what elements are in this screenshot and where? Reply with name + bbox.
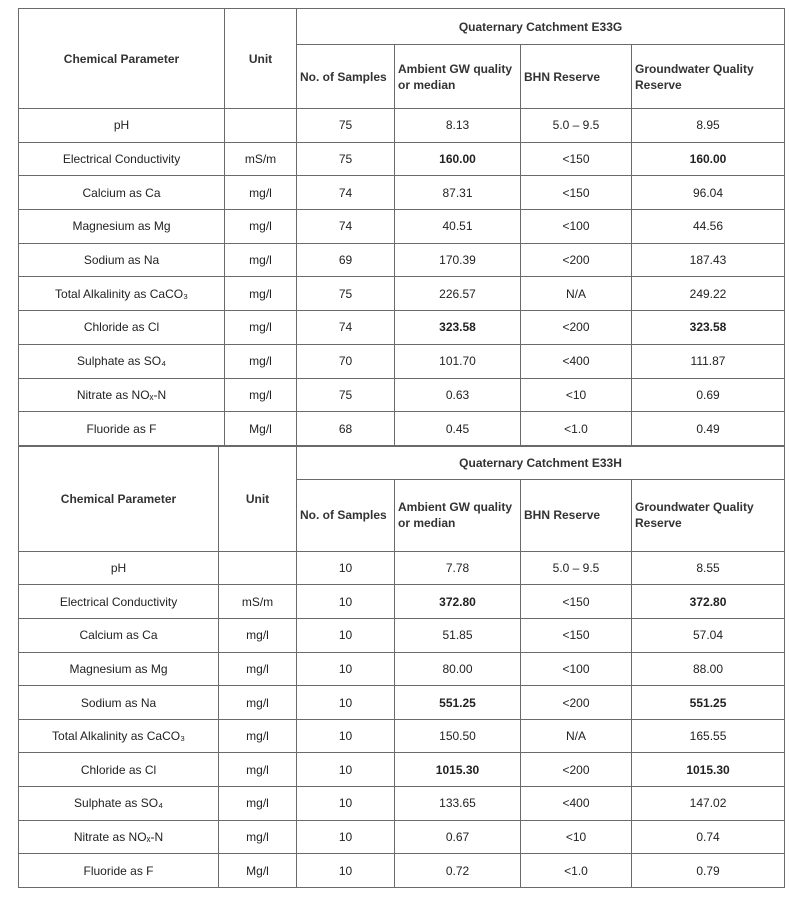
table-row [19, 176, 785, 210]
table-e33g [18, 8, 785, 446]
cell-ambient: 0.72 [395, 854, 521, 888]
cell-bhn-reserve: <200 [521, 243, 632, 277]
cell-ambient: 1015.30 [395, 753, 521, 787]
table-row [19, 719, 785, 753]
cell-samples: 75 [297, 378, 395, 412]
cell-parameter: Chloride as Cl [19, 311, 225, 345]
cell-bhn-reserve: <150 [521, 176, 632, 210]
header-bhn-reserve: BHN Reserve [521, 479, 632, 551]
table-row [19, 686, 785, 720]
cell-bhn-reserve: <200 [521, 686, 632, 720]
cell-gw-quality-reserve: 57.04 [632, 619, 785, 653]
cell-ambient: 160.00 [395, 142, 521, 176]
table-e33h [18, 446, 785, 888]
cell-gw-quality-reserve: 44.56 [632, 210, 785, 244]
cell-unit: mg/l [219, 820, 297, 854]
cell-bhn-reserve: <1.0 [521, 854, 632, 888]
cell-parameter: Magnesium as Mg [19, 210, 225, 244]
table-row [19, 210, 785, 244]
table-row [19, 585, 785, 619]
table-row [19, 412, 785, 446]
cell-unit: mg/l [219, 619, 297, 653]
header-bhn-reserve: BHN Reserve [521, 45, 632, 109]
cell-parameter: Sodium as Na [19, 243, 225, 277]
cell-samples: 75 [297, 142, 395, 176]
cell-samples: 74 [297, 176, 395, 210]
cell-unit: mS/m [225, 142, 297, 176]
cell-parameter: Calcium as Ca [19, 176, 225, 210]
cell-samples: 10 [297, 619, 395, 653]
cell-parameter: pH [19, 109, 225, 143]
cell-parameter: Electrical Conductivity [19, 142, 225, 176]
table-row [19, 787, 785, 821]
cell-unit: mg/l [219, 787, 297, 821]
cell-bhn-reserve: <400 [521, 344, 632, 378]
header-unit: Unit [219, 446, 297, 551]
cell-parameter: Nitrate as NOₓ-N [19, 378, 225, 412]
cell-bhn-reserve: <200 [521, 753, 632, 787]
cell-parameter: Magnesium as Mg [19, 652, 219, 686]
cell-ambient: 80.00 [395, 652, 521, 686]
header-no-of-samples: No. of Samples [297, 479, 395, 551]
cell-bhn-reserve: <100 [521, 210, 632, 244]
cell-ambient: 133.65 [395, 787, 521, 821]
cell-samples: 70 [297, 344, 395, 378]
cell-samples: 68 [297, 412, 395, 446]
cell-ambient: 7.78 [395, 551, 521, 585]
table-row [19, 854, 785, 888]
table-row [19, 378, 785, 412]
cell-samples: 75 [297, 277, 395, 311]
cell-ambient: 170.39 [395, 243, 521, 277]
header-unit: Unit [225, 9, 297, 109]
table-row [19, 820, 785, 854]
cell-samples: 10 [297, 652, 395, 686]
cell-gw-quality-reserve: 88.00 [632, 652, 785, 686]
cell-gw-quality-reserve: 187.43 [632, 243, 785, 277]
header-ambient-gw: Ambient GW quality or median [395, 479, 521, 551]
cell-parameter: Calcium as Ca [19, 619, 219, 653]
cell-bhn-reserve: <150 [521, 619, 632, 653]
table-row [19, 109, 785, 143]
table-row [19, 142, 785, 176]
cell-bhn-reserve: <100 [521, 652, 632, 686]
table-row [19, 311, 785, 345]
cell-parameter: Sulphate as SO₄ [19, 787, 219, 821]
cell-ambient: 87.31 [395, 176, 521, 210]
cell-bhn-reserve: 5.0 – 9.5 [521, 109, 632, 143]
cell-ambient: 0.67 [395, 820, 521, 854]
header-chemical-parameter: Chemical Parameter [19, 446, 219, 551]
cell-unit: mg/l [219, 753, 297, 787]
cell-gw-quality-reserve: 0.69 [632, 378, 785, 412]
cell-unit: mg/l [225, 277, 297, 311]
cell-samples: 10 [297, 787, 395, 821]
cell-gw-quality-reserve: 111.87 [632, 344, 785, 378]
cell-unit: mg/l [225, 344, 297, 378]
header-gw-quality-reserve: Groundwater Quality Reserve [632, 45, 785, 109]
cell-unit: mg/l [225, 210, 297, 244]
cell-bhn-reserve: <1.0 [521, 412, 632, 446]
cell-ambient: 101.70 [395, 344, 521, 378]
cell-samples: 74 [297, 210, 395, 244]
cell-samples: 10 [297, 585, 395, 619]
cell-ambient: 323.58 [395, 311, 521, 345]
cell-gw-quality-reserve: 96.04 [632, 176, 785, 210]
cell-gw-quality-reserve: 323.58 [632, 311, 785, 345]
cell-ambient: 372.80 [395, 585, 521, 619]
cell-gw-quality-reserve: 8.55 [632, 551, 785, 585]
table-row [19, 652, 785, 686]
cell-unit [225, 109, 297, 143]
cell-samples: 10 [297, 854, 395, 888]
cell-ambient: 0.45 [395, 412, 521, 446]
cell-samples: 75 [297, 109, 395, 143]
cell-parameter: Fluoride as F [19, 854, 219, 888]
table-row [19, 551, 785, 585]
cell-samples: 10 [297, 753, 395, 787]
cell-bhn-reserve: <10 [521, 378, 632, 412]
cell-parameter: Electrical Conductivity [19, 585, 219, 619]
cell-unit: mS/m [219, 585, 297, 619]
cell-ambient: 51.85 [395, 619, 521, 653]
cell-unit: Mg/l [219, 854, 297, 888]
header-catchment: Quaternary Catchment E33G [297, 9, 785, 45]
cell-unit: mg/l [225, 176, 297, 210]
cell-parameter: Fluoride as F [19, 412, 225, 446]
cell-bhn-reserve: 5.0 – 9.5 [521, 551, 632, 585]
cell-bhn-reserve: <200 [521, 311, 632, 345]
cell-gw-quality-reserve: 249.22 [632, 277, 785, 311]
cell-bhn-reserve: N/A [521, 277, 632, 311]
cell-parameter: Total Alkalinity as CaCO₃ [19, 719, 219, 753]
table-body [19, 551, 785, 887]
cell-ambient: 8.13 [395, 109, 521, 143]
cell-gw-quality-reserve: 551.25 [632, 686, 785, 720]
cell-unit: mg/l [219, 686, 297, 720]
cell-gw-quality-reserve: 165.55 [632, 719, 785, 753]
cell-samples: 10 [297, 820, 395, 854]
document-page [18, 8, 784, 888]
cell-unit: mg/l [225, 243, 297, 277]
table-row [19, 619, 785, 653]
cell-bhn-reserve: <150 [521, 585, 632, 619]
table-body [19, 109, 785, 446]
cell-bhn-reserve: N/A [521, 719, 632, 753]
cell-gw-quality-reserve: 372.80 [632, 585, 785, 619]
cell-gw-quality-reserve: 160.00 [632, 142, 785, 176]
cell-parameter: Nitrate as NOₓ-N [19, 820, 219, 854]
header-ambient-gw: Ambient GW quality or median [395, 45, 521, 109]
cell-samples: 10 [297, 719, 395, 753]
cell-unit: mg/l [219, 719, 297, 753]
cell-unit: mg/l [225, 378, 297, 412]
cell-parameter: Sulphate as SO₄ [19, 344, 225, 378]
cell-bhn-reserve: <150 [521, 142, 632, 176]
cell-unit: Mg/l [225, 412, 297, 446]
cell-unit: mg/l [225, 311, 297, 345]
cell-bhn-reserve: <400 [521, 787, 632, 821]
cell-ambient: 0.63 [395, 378, 521, 412]
header-catchment: Quaternary Catchment E33H [297, 446, 785, 479]
table-row [19, 753, 785, 787]
cell-samples: 69 [297, 243, 395, 277]
cell-parameter: Chloride as Cl [19, 753, 219, 787]
header-chemical-parameter: Chemical Parameter [19, 9, 225, 109]
cell-ambient: 40.51 [395, 210, 521, 244]
cell-samples: 74 [297, 311, 395, 345]
cell-gw-quality-reserve: 8.95 [632, 109, 785, 143]
cell-parameter: pH [19, 551, 219, 585]
cell-ambient: 551.25 [395, 686, 521, 720]
table-row [19, 277, 785, 311]
cell-samples: 10 [297, 551, 395, 585]
header-gw-quality-reserve: Groundwater Quality Reserve [632, 479, 785, 551]
cell-bhn-reserve: <10 [521, 820, 632, 854]
cell-unit: mg/l [219, 652, 297, 686]
cell-ambient: 150.50 [395, 719, 521, 753]
cell-gw-quality-reserve: 0.74 [632, 820, 785, 854]
cell-gw-quality-reserve: 147.02 [632, 787, 785, 821]
table-row [19, 344, 785, 378]
cell-parameter: Sodium as Na [19, 686, 219, 720]
cell-gw-quality-reserve: 0.79 [632, 854, 785, 888]
cell-gw-quality-reserve: 1015.30 [632, 753, 785, 787]
cell-ambient: 226.57 [395, 277, 521, 311]
header-no-of-samples: No. of Samples [297, 45, 395, 109]
table-row [19, 243, 785, 277]
cell-gw-quality-reserve: 0.49 [632, 412, 785, 446]
cell-unit [219, 551, 297, 585]
cell-parameter: Total Alkalinity as CaCO₃ [19, 277, 225, 311]
cell-samples: 10 [297, 686, 395, 720]
